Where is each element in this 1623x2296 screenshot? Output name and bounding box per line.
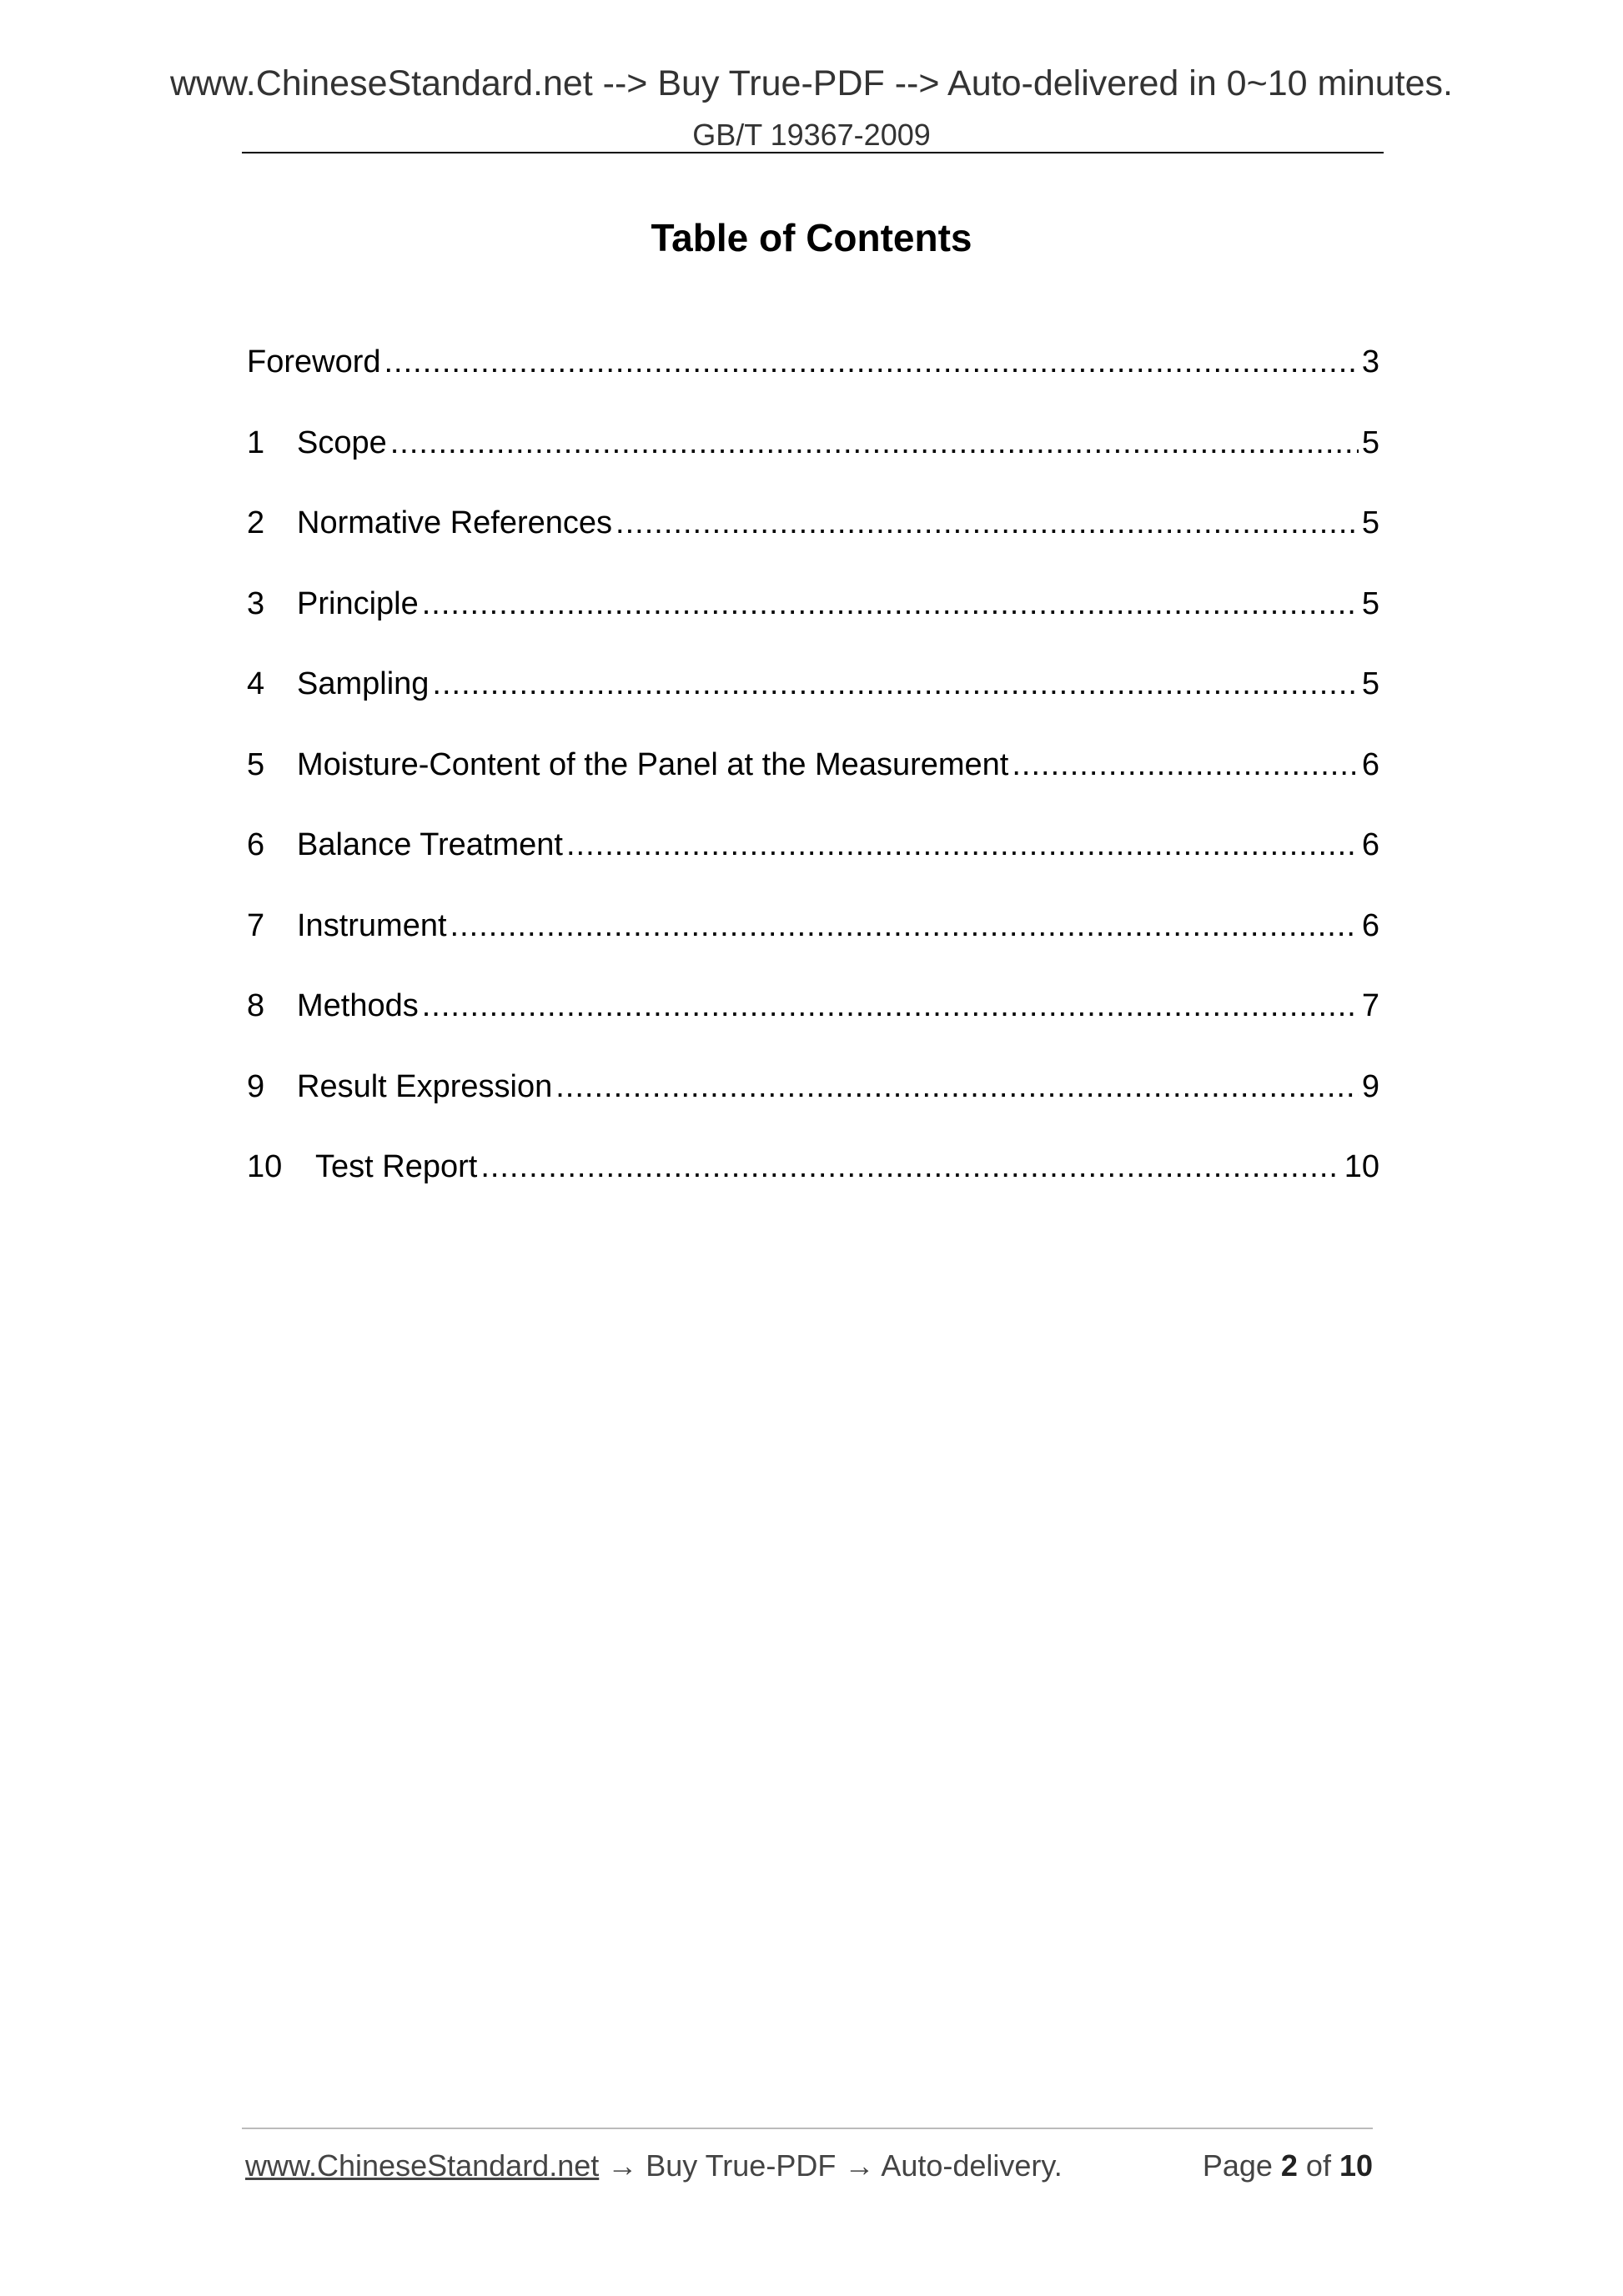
toc-entry-label: Moisture-Content of the Panel at the Measurement <box>297 746 1009 782</box>
toc-entry-number: 6 <box>247 827 265 862</box>
toc-entry-number: 5 <box>247 746 265 782</box>
toc-leader-dots <box>390 425 1359 461</box>
toc-entry-label: Instrument <box>297 907 447 943</box>
toc-entry-page: 5 <box>1361 585 1379 621</box>
toc-entry-label: Sampling <box>297 666 430 701</box>
toc-leader-dots <box>480 1149 1340 1185</box>
toc-entry-label: Foreword <box>247 344 381 379</box>
toc-entry-number: 2 <box>247 505 265 540</box>
footer-tagline: → Buy True-PDF → Auto-delivery. <box>599 2148 1063 2183</box>
toc-entry-page: 9 <box>1361 1068 1379 1104</box>
page-of: of <box>1297 2148 1339 2183</box>
toc-entry-number: 3 <box>247 585 265 621</box>
toc-leader-dots <box>422 988 1359 1024</box>
toc-entry-principle[interactable] <box>247 586 1379 667</box>
toc-entry-methods[interactable] <box>247 988 1379 1069</box>
toc-leader-dots <box>1012 747 1359 783</box>
toc-leader-dots <box>566 827 1359 863</box>
page-title: Table of Contents <box>651 216 972 259</box>
toc-entry-result-expression[interactable] <box>247 1069 1379 1150</box>
page-number <box>1203 2148 1373 2183</box>
toc-leader-dots <box>555 1069 1359 1105</box>
page-prefix: Page <box>1202 2148 1281 2183</box>
page-current: 2 <box>1280 2148 1298 2183</box>
page-footer <box>245 2148 1373 2183</box>
toc-entry-page: 5 <box>1361 666 1379 701</box>
header-banner: www.ChineseStandard.net --> Buy True-PDF --> Auto-delivered in 0~10 minutes. <box>169 63 1453 103</box>
toc-leader-dots <box>422 586 1359 622</box>
toc-entry-number: 4 <box>247 666 265 701</box>
toc-entry-instrument[interactable] <box>247 908 1379 989</box>
page-total: 10 <box>1339 2148 1373 2183</box>
toc-entry-page: 6 <box>1361 746 1379 782</box>
toc-entry-balance-treatment[interactable] <box>247 827 1379 908</box>
toc-entry-label: Scope <box>297 425 387 460</box>
header-divider <box>242 152 1384 153</box>
toc-leader-dots <box>450 908 1359 944</box>
toc-entry-page: 10 <box>1344 1149 1379 1184</box>
toc-entry-label: Methods <box>297 988 419 1023</box>
footer-divider <box>242 2128 1373 2129</box>
toc-leader-dots <box>384 344 1359 380</box>
toc-entry-page: 7 <box>1361 988 1379 1023</box>
toc-leader-dots <box>616 505 1359 541</box>
toc-entry-page: 5 <box>1361 425 1379 460</box>
toc-entry-foreword[interactable] <box>247 344 1379 425</box>
toc-entry-moisture-content[interactable] <box>247 747 1379 828</box>
toc-entry-sampling[interactable] <box>247 666 1379 747</box>
toc-entry-number: 9 <box>247 1068 265 1104</box>
footer-website-link[interactable]: www.ChineseStandard.net <box>245 2148 600 2183</box>
toc-entry-number: 10 <box>247 1149 283 1184</box>
toc-entry-label: Balance Treatment <box>297 827 563 862</box>
toc-entry-page: 6 <box>1361 827 1379 862</box>
toc-entry-label: Result Expression <box>297 1068 553 1104</box>
toc-leader-dots <box>432 666 1358 702</box>
toc-entry-scope[interactable] <box>247 425 1379 506</box>
toc-entry-page: 3 <box>1361 344 1379 379</box>
toc-entry-label: Normative References <box>297 505 613 540</box>
toc-entry-page: 6 <box>1361 907 1379 943</box>
toc-entry-page: 5 <box>1361 505 1379 540</box>
toc-entry-number: 7 <box>247 907 265 943</box>
toc-entry-label: Test Report <box>315 1149 478 1184</box>
toc-entry-number: 1 <box>247 425 265 460</box>
toc-entry-number: 8 <box>247 988 265 1023</box>
document-code: GB/T 19367-2009 <box>692 118 931 152</box>
table-of-contents <box>247 344 1379 1230</box>
toc-entry-label: Principle <box>297 585 419 621</box>
toc-entry-normative-references[interactable] <box>247 505 1379 586</box>
toc-entry-test-report[interactable] <box>247 1149 1379 1230</box>
